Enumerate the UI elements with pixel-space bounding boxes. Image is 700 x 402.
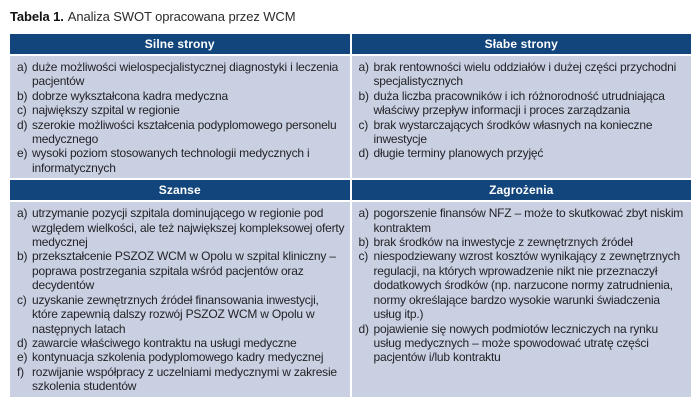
swot-item-text: pojawienie się nowych podmiotów leczniczych na rynku usług medycznych – może spowodować utratę części pacjentów i/lub kontraktu	[373, 321, 658, 365]
swot-item	[359, 322, 688, 365]
quadrant-cell-weaknesses	[352, 56, 692, 178]
swot-item-marker: c)	[358, 117, 369, 132]
swot-item-text: kontynuacja szkolenia podyplomowego kadry medycznej	[32, 350, 324, 365]
swot-item-marker: a)	[358, 206, 369, 221]
swot-item	[359, 249, 688, 321]
swot-item-text: niespodziewany wzrost kosztów wynikający z zewnętrznych regulacji, na których wprowadzenie nikt nie przeznaczył dodatkowych środków (np. narzucone normy zatrudnienia, normy określające bardzo wysokie warunki świadczenia usług itp.)	[373, 249, 680, 322]
swot-item	[17, 103, 346, 117]
strengths-list	[17, 60, 346, 175]
swot-item	[17, 60, 346, 89]
swot-item-marker: d)	[17, 117, 28, 132]
quadrant-header-opportunities: Szanse	[10, 180, 350, 200]
table-title	[10, 8, 691, 25]
swot-item	[359, 60, 688, 89]
swot-item-text: dobrze wykształcona kadra medyczna	[32, 88, 228, 103]
swot-table	[10, 34, 691, 397]
swot-item	[359, 206, 688, 235]
swot-item-text: szerokie możliwości kształcenia podyplomowego personelu medycznego	[32, 117, 337, 147]
swot-item-text: brak rentowności wielu oddziałów i dużej części przychodni specjalistycznych	[373, 60, 677, 89]
quadrant-header-weaknesses: Słabe strony	[352, 34, 692, 54]
swot-item-marker: c)	[17, 103, 27, 118]
weaknesses-list	[359, 60, 688, 161]
swot-item-marker: f)	[17, 364, 24, 379]
swot-item-marker: b)	[17, 249, 28, 264]
swot-item-text: utrzymanie pozycji szpitala dominującego w regionie pod względem wielkości, ale też największej kompleksowej oferty medycznej	[32, 206, 345, 250]
swot-item-text: rozwijanie współpracy z uczelniami medycznymi w zakresie szkolenia studentów	[32, 364, 337, 394]
table-title-label: Tabela 1.	[10, 9, 64, 24]
swot-item-text: brak środków na inwestycje z zewnętrznych źródeł	[373, 235, 633, 250]
swot-item-text: duże możliwości wielospecjalistycznej diagnostyki i leczenia pacjentów	[32, 60, 339, 89]
swot-item-text: brak wystarczających środków własnych na konieczne inwestycje	[373, 117, 653, 147]
quadrant-header-threats: Zagrożenia	[352, 180, 692, 200]
quadrant-cell-strengths	[10, 56, 350, 178]
swot-item-marker: b)	[358, 235, 369, 250]
swot-item-marker: a)	[17, 60, 28, 74]
swot-item	[359, 89, 688, 118]
swot-item-text: uzyskanie zewnętrznych źródeł finansowania inwestycji, które zapewnią dalszy rozwój PSZOZ WCM w Opolu w następnych latach	[32, 292, 319, 336]
swot-item-marker: b)	[358, 88, 369, 103]
swot-item-text: przekształcenie PSZOZ WCM w Opolu w szpital kliniczny – poprawa postrzegania szpitala wśród pacjentów oraz decydentów	[32, 249, 336, 293]
swot-item	[17, 118, 346, 147]
opportunities-list	[17, 206, 346, 393]
quadrant-cell-threats	[352, 202, 692, 396]
swot-item-text: duża liczba pracowników i ich różnorodność utrudniająca właściwy przepływ informacji i proces zarządzania	[373, 88, 665, 118]
swot-item-marker: a)	[17, 206, 28, 221]
threats-list	[359, 206, 688, 364]
swot-item	[17, 206, 346, 249]
swot-item	[17, 89, 346, 103]
swot-item-marker: d)	[17, 335, 28, 350]
table-title-text: Analiza SWOT opracowana przez WCM	[67, 9, 296, 24]
swot-item-marker: d)	[358, 321, 369, 336]
quadrant-header-strengths: Silne strony	[10, 34, 350, 54]
swot-item	[359, 118, 688, 147]
swot-item-marker: a)	[358, 60, 369, 74]
swot-item-text: największy szpital w regionie	[32, 103, 180, 118]
swot-item	[17, 293, 346, 336]
quadrant-cell-opportunities	[10, 202, 350, 396]
swot-item	[359, 146, 688, 160]
swot-item	[359, 235, 688, 249]
swot-item-text: zawarcie właściwego kontraktu na usługi medyczne	[32, 335, 297, 350]
swot-item-marker: c)	[17, 292, 27, 307]
swot-item	[17, 146, 346, 175]
swot-item-marker: e)	[17, 146, 28, 161]
swot-item-marker: c)	[358, 249, 369, 264]
swot-item	[17, 365, 346, 394]
swot-item-marker: b)	[17, 88, 28, 103]
swot-item	[17, 336, 346, 350]
swot-item-marker: d)	[358, 146, 369, 161]
swot-item	[17, 249, 346, 292]
swot-item-marker: e)	[17, 350, 28, 365]
swot-item-text: długie terminy planowych przyjęć	[373, 146, 544, 161]
swot-item	[17, 350, 346, 364]
swot-item-text: pogorszenie finansów NFZ – może to skutkować zbyt niskim kontraktem	[373, 206, 684, 235]
swot-item-text: wysoki poziom stosowanych technologii medycznych i informatycznych	[32, 146, 310, 175]
